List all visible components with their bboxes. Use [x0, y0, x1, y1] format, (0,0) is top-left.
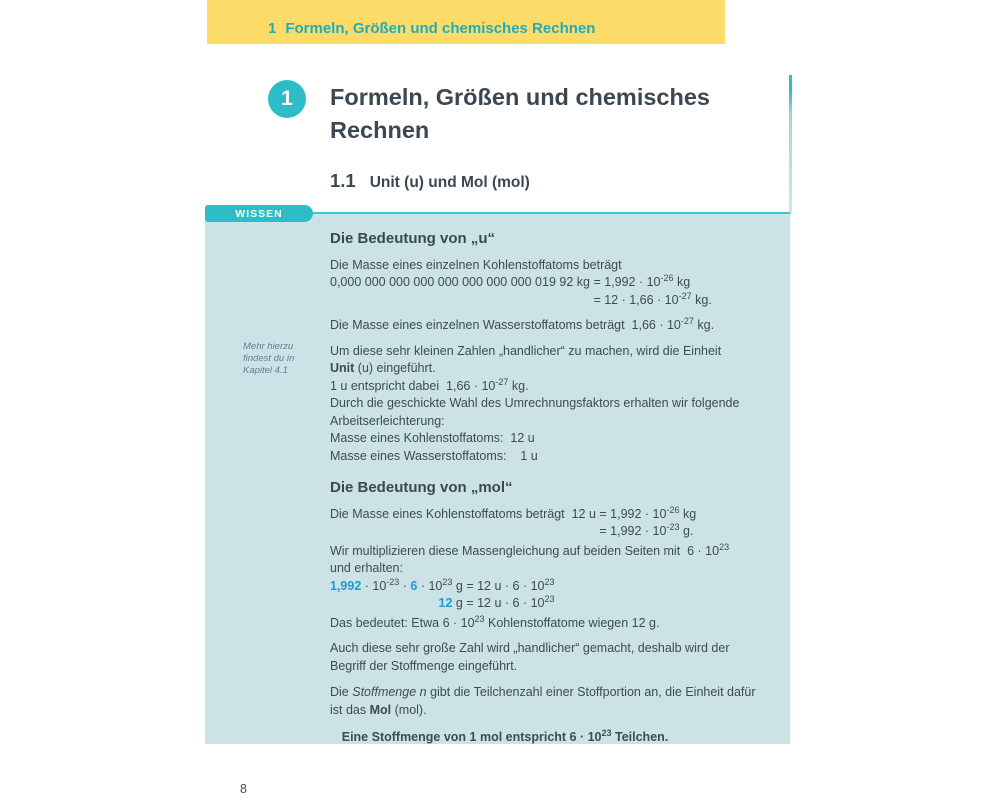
text-line: Unit (u) eingeführt. [330, 361, 436, 375]
text-line: 1 u entspricht dabei $1,66 \cdot 10^{-27}$ kg. [330, 376, 529, 393]
section-title: Unit (u) und Mol (mol) [369, 174, 530, 191]
text-line: Wir multiplizieren diese Massengleichung auf beiden Seiten mit $6 \cdot 10^{23}$ [330, 541, 730, 558]
equation-rhs: = $1,992 \cdot 10^{-26}$ kg [595, 504, 697, 521]
margin-note [243, 341, 315, 377]
text-line: Die Stoffmenge n gibt die Teilchenzahl einer Stoffportion an, die Einheit dafür [330, 685, 756, 699]
paragraph-multiplication [330, 543, 760, 613]
margin-note-line: findest du in [243, 353, 295, 364]
knowledge-box [205, 214, 790, 744]
running-header-title: Formeln, Größen und chemisches Rechnen [285, 20, 596, 37]
margin-note-line: Kapitel 4.1 [243, 365, 288, 376]
margin-note-line: Mehr hierzu [243, 341, 294, 352]
running-header-banner [207, 0, 725, 44]
paragraph-unit-definition [330, 343, 760, 466]
subheading-mol: Die Bedeutung von „mol“ [330, 479, 513, 496]
equation-lhs-empty [330, 292, 590, 310]
text-line: Die Masse eines einzelnen Kohlenstoffatoms beträgt [330, 257, 622, 272]
key-fact: Eine Stoffmenge von 1 mol entspricht $6 \cdot 10^{23}$ Teilchen. [341, 727, 669, 744]
text-line: Auch diese sehr große Zahl wird „handlicher“ gemacht, deshalb wird der [330, 641, 730, 655]
text-line: Arbeitserleichterung: [330, 413, 445, 428]
equation-rhs: = $12 \cdot 1,66 \cdot 10^{-27}$ kg. [589, 290, 712, 307]
margin-accent-rule [789, 75, 792, 214]
text-line: und erhalten: [330, 561, 403, 575]
equation-rhs: = $1,992 \cdot 10^{-26}$ kg [589, 272, 691, 289]
text-line: Um diese sehr kleinen Zahlen „handlicher“ zu machen, wird die Einheit [330, 343, 722, 358]
equation-avogadro [330, 578, 760, 613]
equation-rhs: = $1,992 \cdot 10^{-23}$ g. [595, 521, 694, 538]
equation-lhs: 0,000 000 000 000 000 000 000 000 019 92 kg [330, 275, 590, 289]
running-header [268, 20, 595, 37]
chapter-number-badge: 1 [268, 80, 306, 118]
wissen-tab: WISSEN [205, 205, 313, 222]
text-line: Masse eines Kohlenstoffatoms: 12 u [330, 431, 535, 445]
equation-lhs: 12 g [438, 596, 463, 610]
equation-lhs: Die Masse eines Kohlenstoffatoms beträgt 12 u [330, 506, 596, 521]
section-number: 1.1 [330, 170, 356, 191]
subheading-u: Die Bedeutung von „u“ [330, 230, 495, 247]
equation-lhs-empty [330, 523, 596, 541]
equation-carbon-mass-u [330, 506, 760, 541]
page-number: 8 [240, 782, 247, 796]
paragraph-conclusion: Das bedeutet: Etwa $6 \cdot 10^{23}$ Kohlenstoffatome wiegen 12 g. [330, 613, 660, 630]
text-line: Begriff der Stoffmenge eingeführt. [330, 658, 518, 673]
equation-lhs: $1,992 \cdot 10^{-23} \cdot 6 \cdot 10^{23}$ g [330, 576, 463, 593]
chapter-title: Formeln, Größen und chemisches Rechnen [330, 84, 710, 143]
equation-rhs: = 12 $u \cdot 6 \cdot 10^{23}$ [462, 576, 555, 593]
paragraph-mol-definition [330, 684, 760, 719]
knowledge-box-content [330, 230, 760, 744]
paragraph-carbon-mass [330, 257, 760, 310]
section-heading [330, 170, 530, 192]
text-line: Masse eines Wasserstoffatoms: 1 u [330, 448, 538, 463]
text-line: Durch die geschickte Wahl des Umrechnungsfaktors erhalten wir folgende [330, 396, 740, 410]
running-header-chapter-number: 1 [268, 20, 277, 37]
equation-rhs: = 12 $u \cdot 6 \cdot 10^{23}$ [462, 593, 555, 610]
paragraph-hydrogen-mass: Die Masse eines einzelnen Wasserstoffatoms beträgt $1,66 \cdot 10^{-27}$ kg. [330, 315, 715, 332]
paragraph-stoffmenge-intro [330, 640, 760, 675]
text-line: ist das Mol (mol). [330, 702, 427, 717]
equation-carbon-mass-kg [330, 274, 760, 309]
